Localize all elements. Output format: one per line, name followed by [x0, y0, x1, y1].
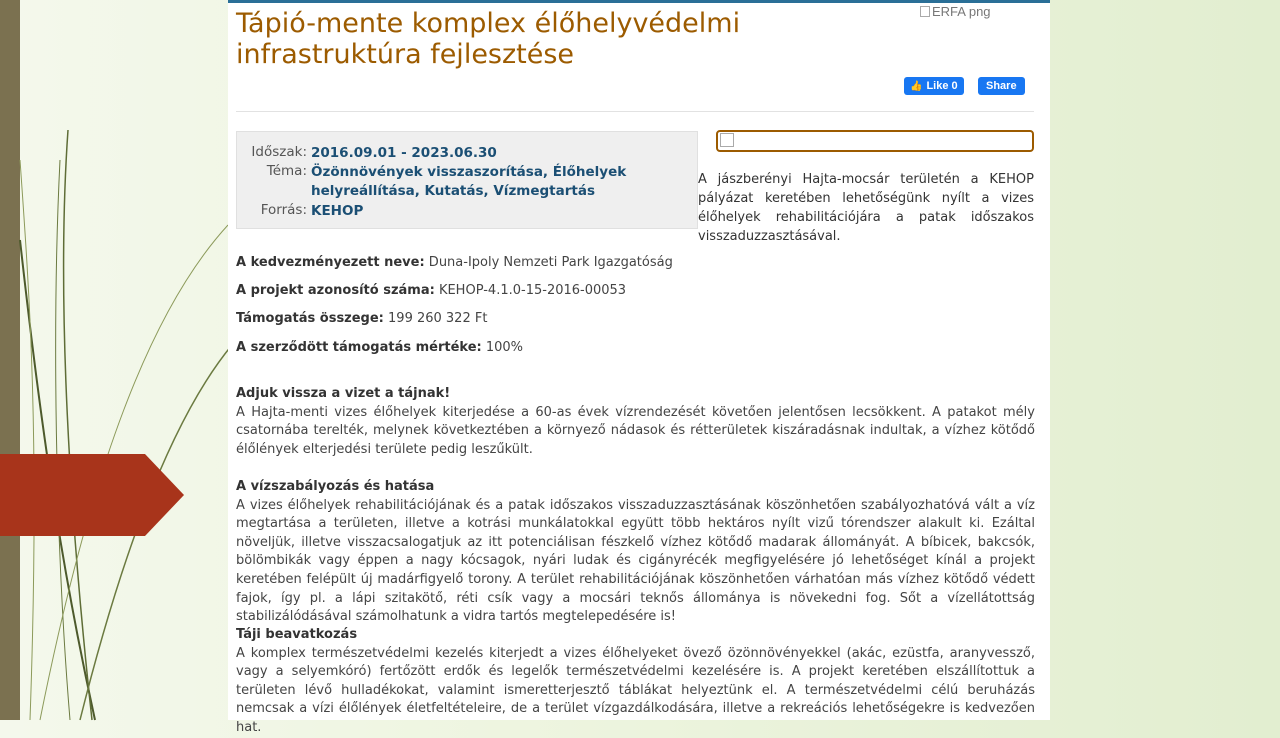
rate-label: A szerződött támogatás mértéke:: [236, 340, 482, 355]
facebook-like-button[interactable]: [904, 77, 964, 95]
period-label: Időszak:: [251, 144, 307, 160]
amount-label: Támogatás összege:: [236, 311, 384, 326]
slide-arrow-shape: [0, 454, 184, 536]
amount-line: [236, 311, 487, 326]
section-regulation: [236, 478, 1035, 627]
rate-line: [236, 340, 523, 355]
period-value[interactable]: 2016.09.01 - 2023.06.30: [311, 145, 497, 161]
beneficiary-value: Duna-Ipoly Nemzeti Park Igazgatóság: [424, 255, 673, 270]
broken-image-icon: [920, 6, 930, 17]
rate-value: 100%: [481, 340, 524, 355]
project-image: [716, 130, 1034, 152]
project-summary: A jászberényi Hajta-mocsár területén a KEHOP pályázat keretében lehetőségünk nyílt a vizes élőhelyek rehabilitációjára a patak időszakos visszaduzzasztásával.: [698, 172, 1034, 244]
page-title: Tápió-mente komplex élőhelyvédelmi infrastruktúra fejlesztése: [236, 8, 741, 70]
beneficiary-label: A kedvezményezett neve:: [236, 255, 425, 270]
beneficiary-line: [236, 255, 673, 270]
project-info-box: [236, 131, 698, 229]
project-id-value: KEHOP-4.1.0-15-2016-00053: [434, 283, 627, 298]
thumbs-up-icon: 👍: [910, 80, 923, 92]
divider: [236, 111, 1034, 112]
section-text: A komplex természetvédelmi kezelés kiterjedt a vizes élőhelyeket övező özönnövényekkel (akác, ezüstfa, aranyvessző, vagy a selyemkóró) fertőzött erdők és legelők természetvédelmi kezelésére is. A projekt keretében elszállítottuk a területen lévő hulladékokat, valamint ismeretterjesztő táblákat helyeztünk el. A természetvédelmi célú beruházás nemcsak a vízi élőlények életfeltételeire, de a terület vízgazdálkodására, illetve a rekreációs lehetőségekre is kedvezően hat.: [236, 645, 1035, 735]
theme-row: [237, 163, 697, 201]
source-label: Forrás:: [260, 202, 307, 218]
amount-value: 199 260 322 Ft: [383, 311, 488, 326]
source-row: [237, 202, 697, 221]
section-text: A vizes élőhelyek rehabilitációjának és a patak időszakos visszaduzzasztásának köszönhetően szabályozhatóvá vált a víz megtartása a területen, illetve a kotrási munkálatokkal együtt több hektáros nyílt vizű tórendszer alakult ki. Ezáltal növeljük, illetve visszacsalogatjuk az itt potenciálisan fészkelő vízhez kötődő madarak állományát. A bíbicek, bakcsók, bölömbikák vagy éppen a nagy kócsagok, nyári ludak és cigányrécék megfigyelésére jó lehetőséget kínál a projekt keretében felépült új madárfigyelő torony. A terület rehabilitációjának köszönhetően várhatóan más vízhez kötődő védett fajok, így pl. a lápi szitakötő, réti csík vagy a mocsári teknős állománya is növekedni fog. Sőt a vízellátottság stabilizálódásával számolhatunk a vidra tartós megtelepedésére is!: [236, 497, 1035, 625]
section-text: A Hajta-menti vizes élőhelyek kiterjedése a 60-as évek vízrendezését követően jelentősen lecsökkent. A patakot mély csatornába terelték, melynek következtében a környező nádasok és rétterületek kiszáradásnak indultak, a vízhez kötődő élőlények elterjedési területe pedig leszűkült.: [236, 404, 1035, 457]
section-heading: A vízszabályozás és hatása: [236, 479, 435, 494]
top-nav-strip: [228, 0, 1050, 3]
section-heading: Táji beavatkozás: [236, 627, 358, 642]
project-id-label: A projekt azonosító száma:: [236, 283, 435, 298]
period-row: [237, 144, 697, 163]
project-id-line: [236, 283, 626, 298]
erfa-logo: [920, 4, 991, 19]
section-heading: Adjuk vissza a vizet a tájnak!: [236, 386, 451, 401]
theme-value[interactable]: Özönnövények visszaszorítása, Élőhelyek helyreállítása, Kutatás, Vízmegtartás: [311, 164, 627, 199]
slide-decoration-lines: [0, 0, 260, 720]
facebook-share-button[interactable]: [978, 77, 1025, 95]
webpage-content: [228, 0, 1050, 735]
erfa-logo-alt: ERFA png: [932, 4, 991, 19]
share-label: Share: [986, 80, 1017, 92]
broken-image-icon: [720, 133, 734, 147]
source-value[interactable]: KEHOP: [311, 203, 364, 219]
section-water: [236, 385, 1035, 459]
section-landscape: [236, 626, 1035, 738]
theme-label: Téma:: [266, 163, 307, 179]
like-label: Like 0: [926, 80, 958, 92]
